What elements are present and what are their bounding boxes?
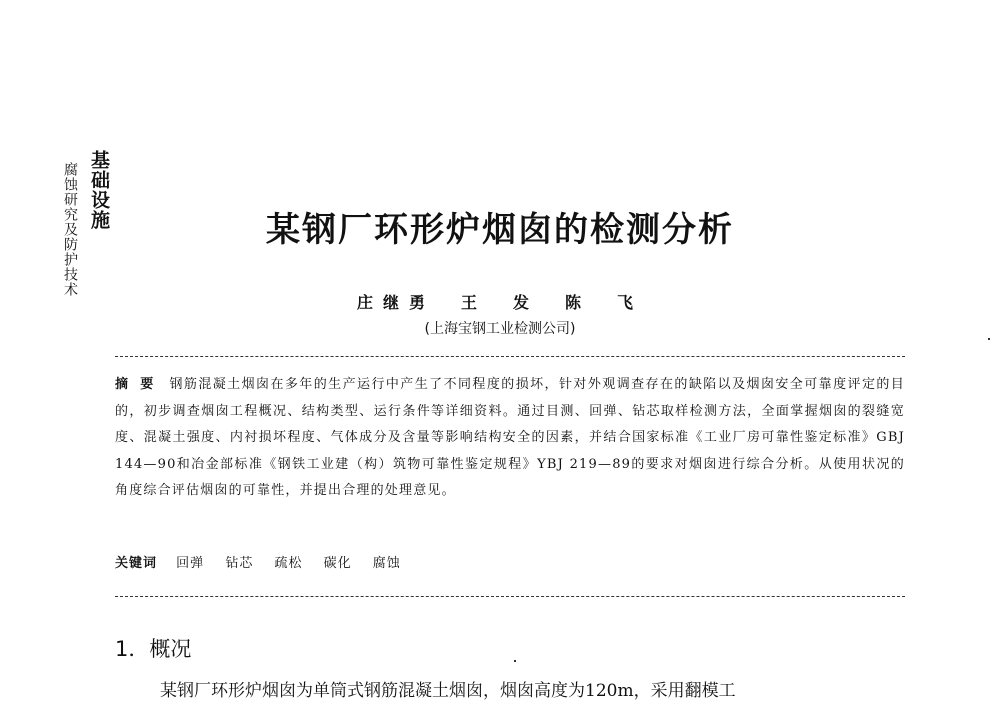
abstract-text: 钢筋混凝土烟囱在多年的生产运行中产生了不同程度的损坏，针对外观调查存在的缺陷以及烟囱安全可靠度评定的目的，初步调查烟囱工程概况、结构类型、运行条件等详细资料。通过目测、回弹、钻芯取样检测方法，全面掌握烟囱的裂缝宽度、混凝土强度、内衬损坏程度、气体成分及含量等影响结构安全的因素，并结合国家标准《工业厂房可靠性鉴定标准》GBJ 144—90和冶金部标准《钢铁工业建（构）筑物可靠性鉴定规程》YBJ 219—89的要求对烟囱进行综合分析。从使用状况的角度综合评估烟囱的可靠性，并提出合理的处理意见。 — [115, 377, 905, 498]
author-affiliation: (上海宝钢工业检测公司) — [424, 321, 576, 337]
abstract — [115, 372, 905, 505]
divider-top — [115, 356, 905, 357]
section-heading: 1．概况 — [115, 637, 192, 661]
abstract-label: 摘要 — [115, 377, 166, 392]
article-title: 某钢厂环形炉烟囱的检测分析 — [266, 210, 734, 250]
scan-speck — [514, 660, 516, 662]
article-authors: 庄继勇 王 发 陈 飞 — [356, 293, 643, 312]
scan-speck — [988, 338, 990, 340]
keywords-label: 关键词 — [115, 556, 158, 571]
body-text: 某钢厂环形炉烟囱为单筒式钢筋混凝土烟囱，烟囱高度为120m，采用翻模工 — [160, 681, 736, 701]
keywords — [115, 552, 905, 571]
journal-column-subheading: 腐蚀研究及防护技术 — [62, 162, 78, 297]
keyword: 回弹 — [176, 556, 205, 571]
keyword: 疏松 — [274, 556, 303, 571]
keyword: 腐蚀 — [372, 556, 401, 571]
keyword: 碳化 — [323, 556, 352, 571]
divider-bottom — [115, 596, 905, 597]
keyword: 钻芯 — [225, 556, 254, 571]
journal-column-heading: 基础设施 — [88, 150, 110, 230]
